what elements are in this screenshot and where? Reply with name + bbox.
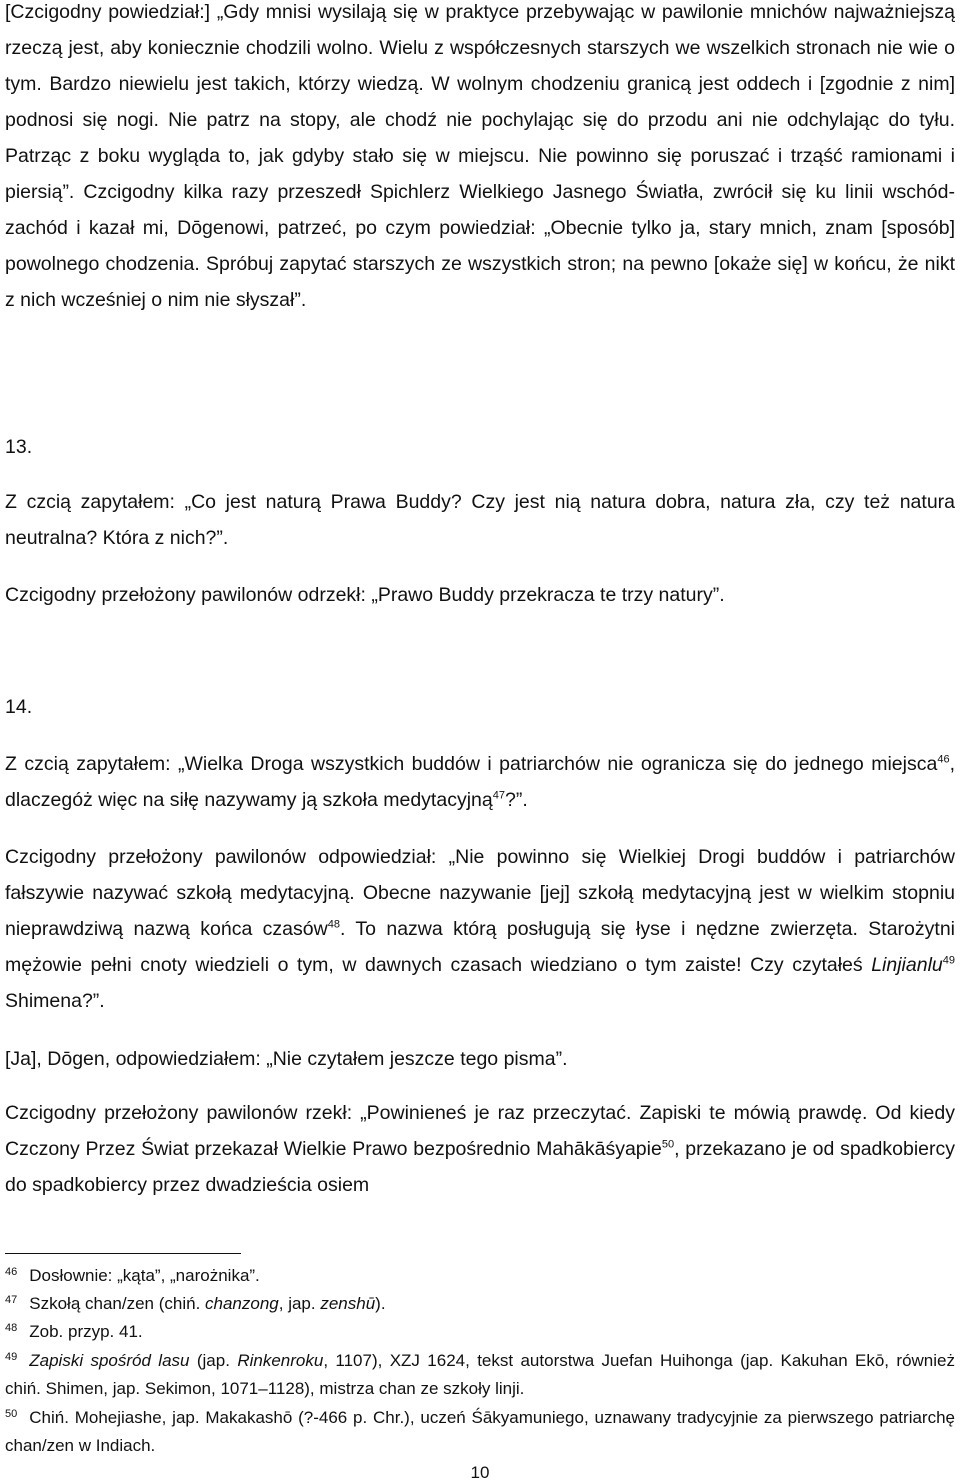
footnote-ref-46[interactable]: 46 [937, 753, 950, 766]
answer-14-part2: . To nazwa którą posługują się łyse i nędzne zwierzęta. Starożytni mężowie pełni cnoty wiedzieli o tym, w dawnych czasach wiedziano o tym zaiste! Czy czytałeś [5, 918, 955, 976]
final-paragraph-part2: , przekazano je od spadkobiercy do spadkobiercy przez dwadzieścia osiem [5, 1138, 955, 1196]
answer-14-part3: Shimena?”. [5, 990, 105, 1012]
final-paragraph-part1: Czcigodny przełożony pawilonów rzekł: „Powinieneś je raz przeczytać. Zapiski te mówią prawdę. Od kiedy Czczony Przez Świat przekazał Wielkie Prawo bezpośrednio Mahākāśyapie [5, 1102, 955, 1160]
title-linjianlu: Linjianlu [871, 954, 943, 976]
final-paragraph [5, 1095, 955, 1203]
footnote-text: Dosłownie: „kąta”, „narożnika”. [29, 1266, 260, 1285]
footnote-number: 49 [5, 1351, 18, 1363]
footnote-text: Zob. przyp. 41. [29, 1322, 143, 1341]
footnote-text: , 1107), XZJ 1624, tekst autorstwa Juefan Huihonga (jap. Kakuhan Ekō, również chiń. Shimen, jap. Sekimon, 1071–1128), mistrza chan ze szkoły linji. [5, 1351, 955, 1398]
footnote-text: Chiń. Mohejiashe, jap. Makakashō (?-466 p. Chr.), uczeń Śākyamuniego, uznawany tradycyjnie za pierwszego patriarchę chan/zen w Indiach. [5, 1408, 955, 1455]
footnote-ref-47[interactable]: 47 [492, 789, 505, 802]
footnote-ref-50[interactable]: 50 [661, 1138, 675, 1151]
paragraph-slow-walking: [Czcigodny powiedział:] „Gdy mnisi wysilają się w praktyce przebywając w pawilonie mnichów najważniejszą rzeczą jest, aby koniecznie chodzili wolno. Wielu z współczesnych starszych we wszelkich stronach nie wie o tym. Bardzo niewielu jest takich, którzy wiedzą. W wolnym chodzeniu granicą jest oddech i [zgodnie z nim] podnosi się nogi. Nie patrz na stopy, ale chodź nie pochylając się do przodu ani nie odchylając do tyłu. Patrząc z boku wygląda to, jak gdyby stało się w miejscu. Nie powinno się poruszać i trząść ramionami i piersią”. Czcigodny kilka razy przeszedł Spichlerz Wielkiego Jasnego Światła, zwrócił się ku linii wschód-zachód i kazał mi, Dōgenowi, patrzeć, po czym powiedział: „Obecnie tylko ja, stary mnich, znam [sposób] powolnego chodzenia. Spróbuj zapytać starszych ze wszystkich stron; na pewno [okaże się] w końcu, że nikt z nich wcześniej o nim nie słyszał”. [5, 1, 955, 311]
question-14-part3: ?”. [504, 789, 528, 811]
footnote-text: ). [375, 1294, 386, 1313]
footnote-49 [5, 1347, 955, 1403]
footnote-text: (jap. [189, 1351, 238, 1370]
section-number-13: 13. [5, 436, 33, 458]
footnote-italic-title: Rinkenroku [237, 1351, 324, 1370]
section-number-14: 14. [5, 696, 33, 718]
page-number: 10 [470, 1463, 490, 1482]
footnote-ref-49[interactable]: 49 [942, 954, 955, 967]
footnote-number: 46 [5, 1266, 18, 1278]
answer-14-part1: Czcigodny przełożony pawilonów odpowiedział: „Nie powinno się Wielkiej Drogi buddów i patriarchów fałszywie nazywać szkołą medytacyjną. Obecne nazywanie [jej] szkołą medytacyjną jest w wielkim stopniu nieprawdziwą nazwą końca czasów [5, 846, 955, 940]
question-14-part1: Z czcią zapytałem: „Wielka Droga wszystkich buddów i patriarchów nie ogranicza się do jednego miejsca [5, 753, 938, 775]
question-14 [5, 746, 955, 818]
footnote-italic-term: chanzong [205, 1294, 279, 1313]
footnote-italic-title: Zapiski spośród lasu [29, 1351, 190, 1370]
reply-dogen: [Ja], Dōgen, odpowiedziałem: „Nie czytałem jeszcze tego pisma”. [5, 1048, 568, 1070]
question-13: Z czcią zapytałem: „Co jest naturą Prawa Buddy? Czy jest nią natura dobra, natura zła, czy też natura neutralna? Która z nich?”. [5, 491, 955, 549]
footnote-number: 50 [5, 1408, 18, 1420]
footnote-number: 47 [5, 1294, 18, 1306]
footnote-text: , jap. [278, 1294, 321, 1313]
answer-13: Czcigodny przełożony pawilonów odrzekł: „Prawo Buddy przekracza te trzy natury”. [5, 584, 725, 606]
footnote-50 [5, 1404, 955, 1460]
footnote-number: 48 [5, 1322, 18, 1334]
answer-14 [5, 839, 955, 1019]
footnote-text: Szkołą chan/zen (chiń. [29, 1294, 206, 1313]
footnote-separator [5, 1253, 241, 1254]
footnote-italic-term: zenshū [320, 1294, 376, 1313]
footnote-48 [5, 1318, 955, 1346]
footnote-46 [5, 1262, 955, 1290]
question-14-part2: , dlaczegóż więc na siłę nazywamy ją szkoła medytacyjną [5, 753, 955, 811]
footnote-ref-48[interactable]: 48 [327, 918, 340, 931]
footnote-47 [5, 1290, 955, 1318]
